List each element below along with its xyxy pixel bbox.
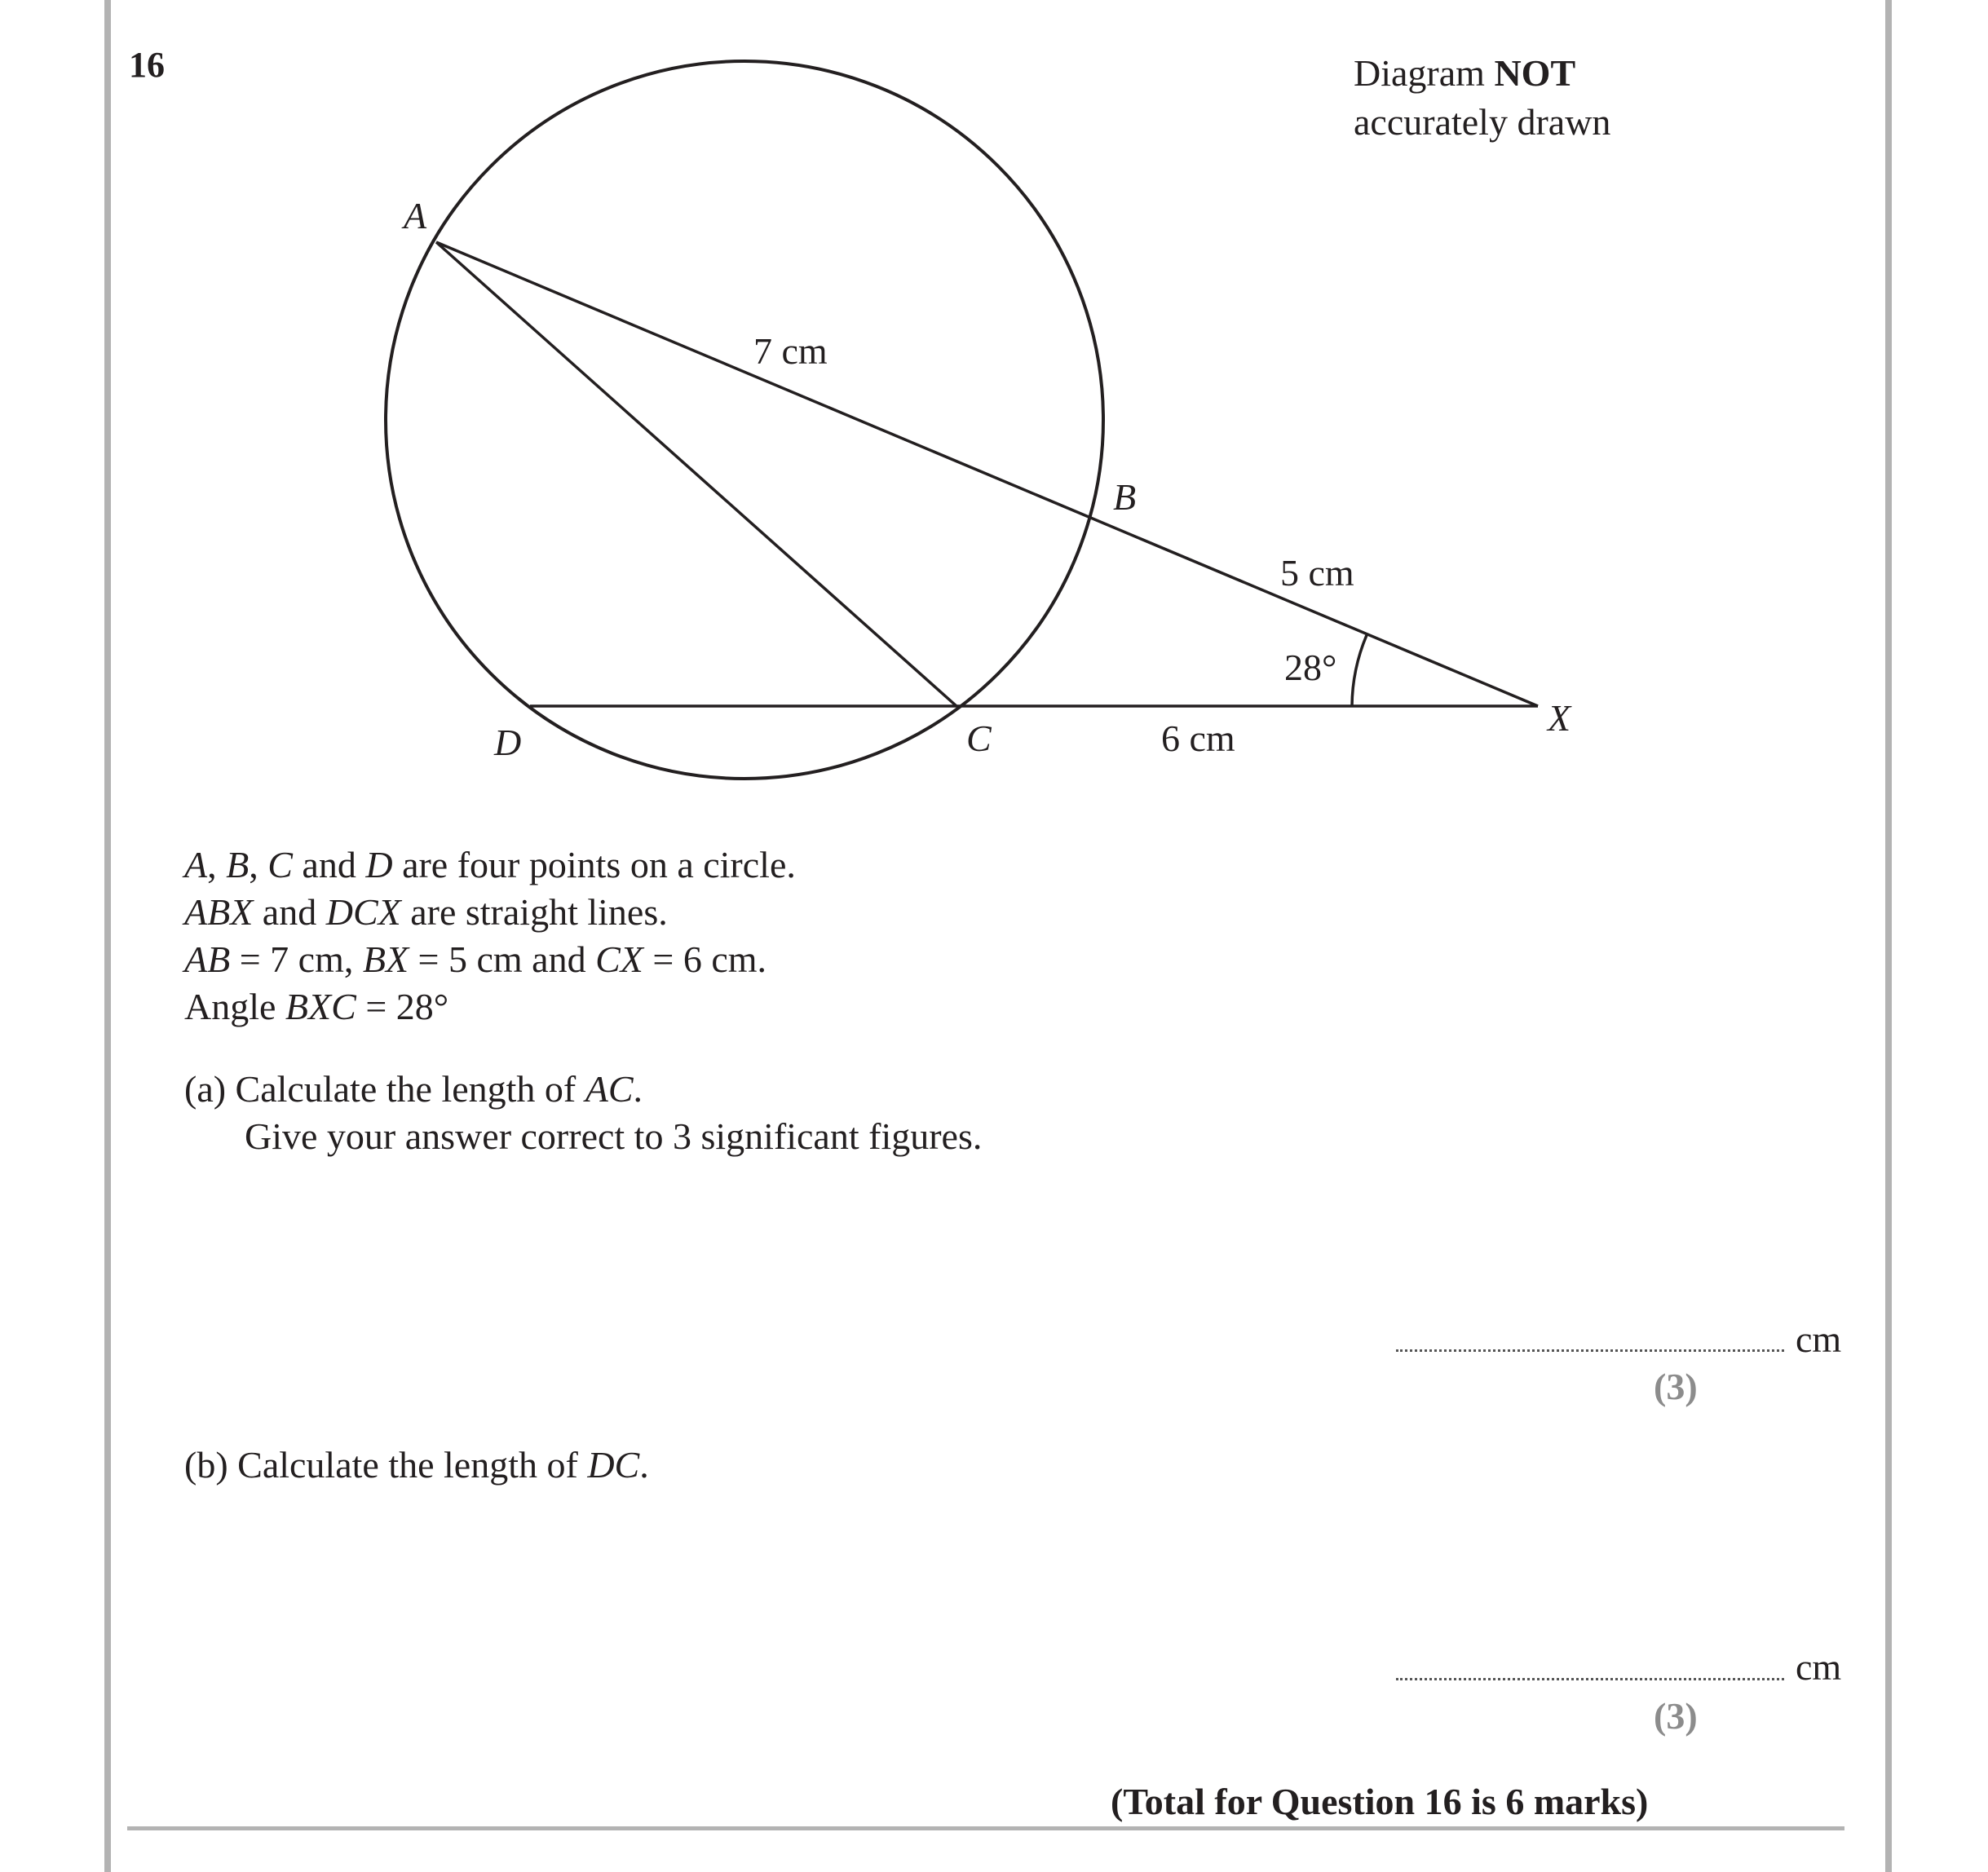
part-b-line-1	[184, 1442, 649, 1489]
part-b-question	[184, 1442, 649, 1489]
point-a-ref: A	[184, 844, 208, 885]
bottom-rule	[127, 1826, 1844, 1830]
stem-text: and	[292, 844, 366, 885]
part-a-suffix: .	[633, 1068, 643, 1110]
stem-text: ,	[207, 844, 227, 885]
segment-cx-ref: CX	[595, 938, 643, 980]
point-label-a: A	[404, 195, 427, 236]
marks-part-b: (3)	[1654, 1695, 1698, 1737]
part-b-suffix: .	[639, 1444, 649, 1486]
unit-part-a: cm	[1796, 1318, 1842, 1360]
point-label-c: C	[966, 717, 992, 759]
segment-ab-ref: AB	[184, 938, 231, 980]
length-label-ab: 7 cm	[753, 330, 828, 372]
diagram-note-bold: NOT	[1494, 52, 1576, 94]
angle-bxc-ref: BXC	[285, 986, 356, 1027]
stem-text: ,	[249, 844, 268, 885]
angle-arc	[1352, 635, 1367, 706]
answer-line-part-b[interactable]	[1396, 1678, 1784, 1680]
line-abx-ref: ABX	[184, 891, 254, 933]
stem-text: and	[253, 891, 326, 933]
stem-text: = 5 cm and	[409, 938, 596, 980]
part-a-variable: AC	[585, 1068, 634, 1110]
question-stem	[184, 841, 796, 1031]
point-d-ref: D	[365, 844, 393, 885]
diagram-note-line2: accurately drawn	[1354, 101, 1611, 143]
marks-part-a: (3)	[1654, 1366, 1698, 1407]
part-a-question	[184, 1066, 982, 1160]
length-label-cx: 6 cm	[1161, 717, 1235, 759]
point-b-ref: B	[226, 844, 250, 885]
segment-bx-ref: BX	[362, 938, 409, 980]
angle-label: 28°	[1284, 647, 1337, 688]
answer-line-part-a[interactable]	[1396, 1349, 1784, 1352]
stem-text: = 28°	[356, 986, 449, 1027]
point-label-b: B	[1113, 476, 1137, 518]
geometry-diagram	[0, 0, 1988, 815]
point-label-d: D	[494, 722, 522, 763]
stem-line-1	[184, 841, 796, 889]
question-number: 16	[129, 45, 165, 85]
line-ac	[436, 242, 956, 706]
stem-line-4	[184, 983, 796, 1031]
length-label-bx: 5 cm	[1280, 552, 1354, 594]
part-b-variable: DC	[587, 1444, 640, 1486]
total-marks: (Total for Question 16 is 6 marks)	[1111, 1781, 1649, 1822]
stem-text: Angle	[184, 986, 285, 1027]
unit-part-b: cm	[1796, 1646, 1842, 1688]
stem-text: = 7 cm,	[230, 938, 363, 980]
line-abx	[436, 242, 1538, 706]
stem-text: are straight lines.	[400, 891, 668, 933]
stem-line-3	[184, 936, 796, 983]
part-b-prefix: (b) Calculate the length of	[184, 1444, 588, 1486]
part-a-line-2: Give your answer correct to 3 significant figures.	[245, 1115, 983, 1157]
circle	[386, 61, 1103, 779]
diagram-note-prefix: Diagram	[1354, 52, 1495, 94]
stem-line-2	[184, 889, 796, 936]
stem-text: = 6 cm.	[643, 938, 767, 980]
stem-text: are four points on a circle.	[392, 844, 796, 885]
point-label-x: X	[1548, 697, 1571, 739]
point-c-ref: C	[267, 844, 293, 885]
part-a-line-1	[184, 1066, 982, 1113]
line-dcx-ref: DCX	[325, 891, 401, 933]
part-a-prefix: (a) Calculate the length of	[184, 1068, 585, 1110]
